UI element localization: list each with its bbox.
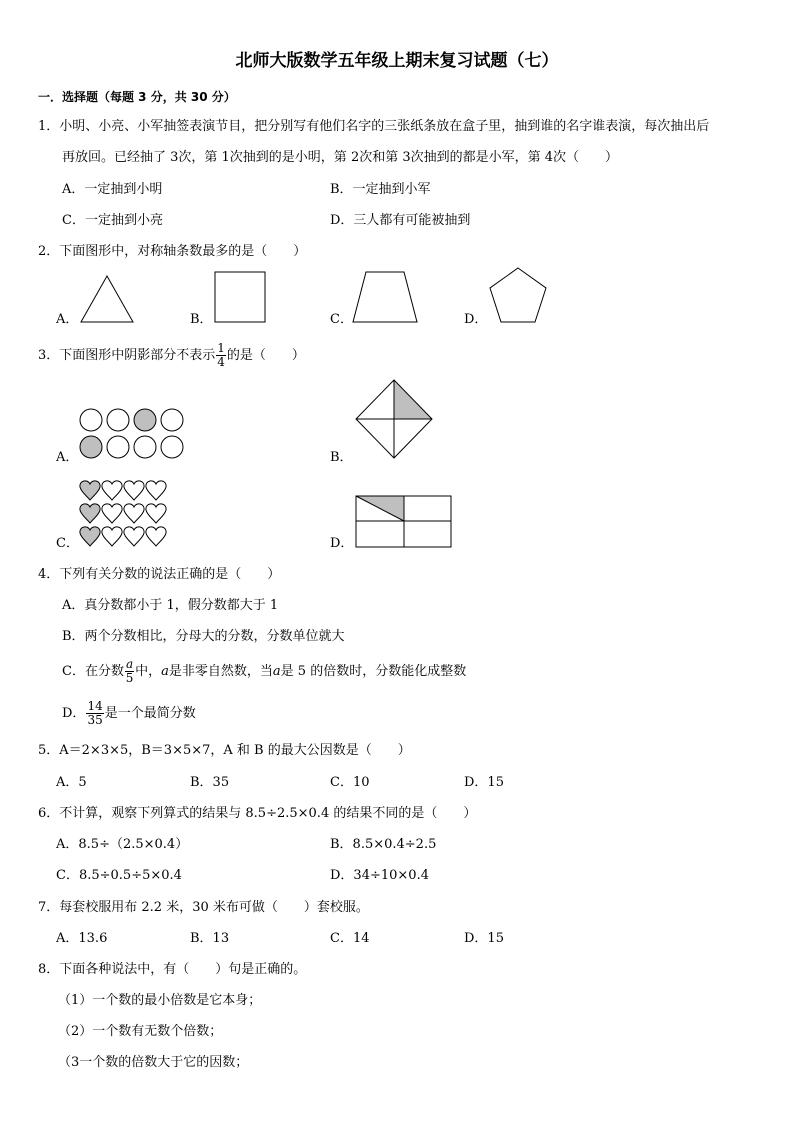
- q3-fraction-denominator: 4: [217, 355, 225, 369]
- q7-stem: 7．每套校服用布 2.2 米，30 米布可做（ ）套校服。: [38, 900, 369, 915]
- q3-stem: [38, 342, 305, 369]
- q4-option-d: [62, 700, 196, 727]
- q2-option-a: A．: [56, 312, 79, 327]
- circle: [80, 409, 102, 431]
- q3-option-d: D．: [330, 536, 354, 551]
- q4-option-d-fraction-denominator: 35: [87, 713, 103, 727]
- page-title: 北师大版数学五年级上期末复习试题（七）: [235, 51, 559, 71]
- q6-option-c: C．8.5÷0.5÷5×0.4: [56, 868, 182, 883]
- q3-stem-post: 的是（ ）: [226, 348, 305, 363]
- q1-option-a: A．一定抽到小明: [62, 182, 163, 197]
- q5-option-a: A．5: [56, 775, 87, 790]
- q4-option-d-fraction: [86, 700, 103, 727]
- q4-option-b: B．两个分数相比，分母大的分数，分数单位就大: [62, 629, 345, 644]
- heart: [124, 481, 144, 500]
- hearts-figure: [78, 478, 174, 550]
- q6-option-a: A．8.5÷（2.5×0.4）: [56, 837, 189, 852]
- q4-option-a: A．真分数都小于 1，假分数都大于 1: [62, 598, 279, 613]
- q3-fraction-numerator: 1: [217, 341, 225, 355]
- heart-shaded: [80, 527, 100, 546]
- q4-option-c-mid1: 中，: [135, 664, 162, 679]
- rectangle-figure: [355, 495, 453, 549]
- q8-statement-1: （1）一个数的最小倍数是它本身；: [58, 993, 262, 1008]
- heart: [124, 504, 144, 523]
- q3-option-a: A．: [56, 450, 79, 465]
- q3-option-b: B．: [330, 450, 353, 465]
- circle: [107, 436, 129, 458]
- q7-option-b: B．13: [190, 931, 230, 946]
- circle: [107, 409, 129, 431]
- q4-stem: 4．下列有关分数的说法正确的是（ ）: [38, 567, 281, 582]
- q2-option-d: D．: [464, 312, 488, 327]
- q2-option-b: B．: [190, 312, 213, 327]
- heart: [146, 527, 166, 546]
- q8-statement-3: （3一个数的倍数大于它的因数；: [58, 1055, 249, 1070]
- heart: [102, 504, 122, 523]
- heart-shaded: [80, 504, 100, 523]
- q5-option-b: B．35: [190, 775, 230, 790]
- heart: [102, 527, 122, 546]
- q7-option-c: C．14: [330, 931, 370, 946]
- q2-option-c: C．: [330, 312, 353, 327]
- diamond-figure: [354, 378, 434, 462]
- circle-shaded: [80, 436, 102, 458]
- square-figure: [214, 271, 268, 325]
- pentagon-figure: [488, 266, 550, 326]
- q1-option-b: B．一定抽到小军: [330, 182, 431, 197]
- circle-shaded: [134, 409, 156, 431]
- q3-option-c: C．: [56, 536, 79, 551]
- q7-option-d: D．15: [464, 931, 504, 946]
- q8-statement-2: （2）一个数有无数个倍数；: [58, 1024, 223, 1039]
- q5-option-c: C．10: [330, 775, 370, 790]
- q1-option-d: D．三人都有可能被抽到: [330, 213, 471, 228]
- q6-stem: 6．不计算，观察下列算式的结果与 8.5÷2.5×0.4 的结果不同的是（ ）: [38, 806, 477, 821]
- q4-option-c-fraction: [125, 658, 134, 685]
- heart: [146, 481, 166, 500]
- q7-option-a: A．13.6: [56, 931, 108, 946]
- q4-option-d-post: 是一个最简分数: [104, 706, 196, 721]
- q1-option-c: C．一定抽到小亮: [62, 213, 163, 228]
- q6-option-b: B．8.5×0.4÷2.5: [330, 837, 437, 852]
- q3-fraction: [216, 342, 226, 369]
- q8-stem: 8．下面各种说法中，有（ ）句是正确的。: [38, 962, 307, 977]
- heart: [124, 527, 144, 546]
- q2-stem: 2．下面图形中，对称轴条数最多的是（ ）: [38, 244, 307, 259]
- q5-option-d: D．15: [464, 775, 504, 790]
- q4-option-c-fraction-numerator: a: [125, 657, 134, 671]
- q4-option-c-post: 是 5 的倍数时，分数能化成整数: [280, 664, 467, 679]
- q3-stem-pre: 3．下面图形中阴影部分不表示: [38, 348, 216, 363]
- circle: [134, 436, 156, 458]
- q1-stem-line1: 1．小明、小亮、小军抽签表演节目，把分别写有他们名字的三张纸条放在盒子里，抽到谁的名字谁表演，每次抽出后: [38, 119, 710, 134]
- q4-option-c-variable-a: a: [272, 664, 281, 679]
- circle: [161, 436, 183, 458]
- q4-option-c: [62, 658, 466, 685]
- q4-option-c-pre: C．在分数: [62, 664, 124, 679]
- q4-option-d-fraction-numerator: 14: [87, 699, 103, 713]
- heart-shaded: [80, 481, 100, 500]
- section-heading: 一．选择题（每题 3 分，共 30 分）: [38, 90, 236, 104]
- q1-stem-line2: 再放回。已经抽了 3次，第 1次抽到的是小明，第 2次和第 3次抽到的都是小军，第 4次（ ）: [62, 150, 619, 165]
- circles-figure: [78, 407, 190, 461]
- q4-option-c-fraction-denominator: 5: [125, 671, 134, 685]
- q6-option-d: D．34÷10×0.4: [330, 868, 429, 883]
- q4-option-c-mid2: 是非零自然数，当: [168, 664, 273, 679]
- circle: [161, 409, 183, 431]
- triangle-figure: [80, 274, 136, 324]
- q4-option-c-variable-a: a: [161, 664, 169, 679]
- q5-stem: 5．A＝2×3×5，B＝3×5×7，A 和 B 的最大公因数是（ ）: [38, 743, 411, 758]
- heart: [102, 481, 122, 500]
- trapezoid-figure: [352, 271, 420, 325]
- heart: [146, 504, 166, 523]
- q4-option-d-pre: D．: [62, 706, 86, 721]
